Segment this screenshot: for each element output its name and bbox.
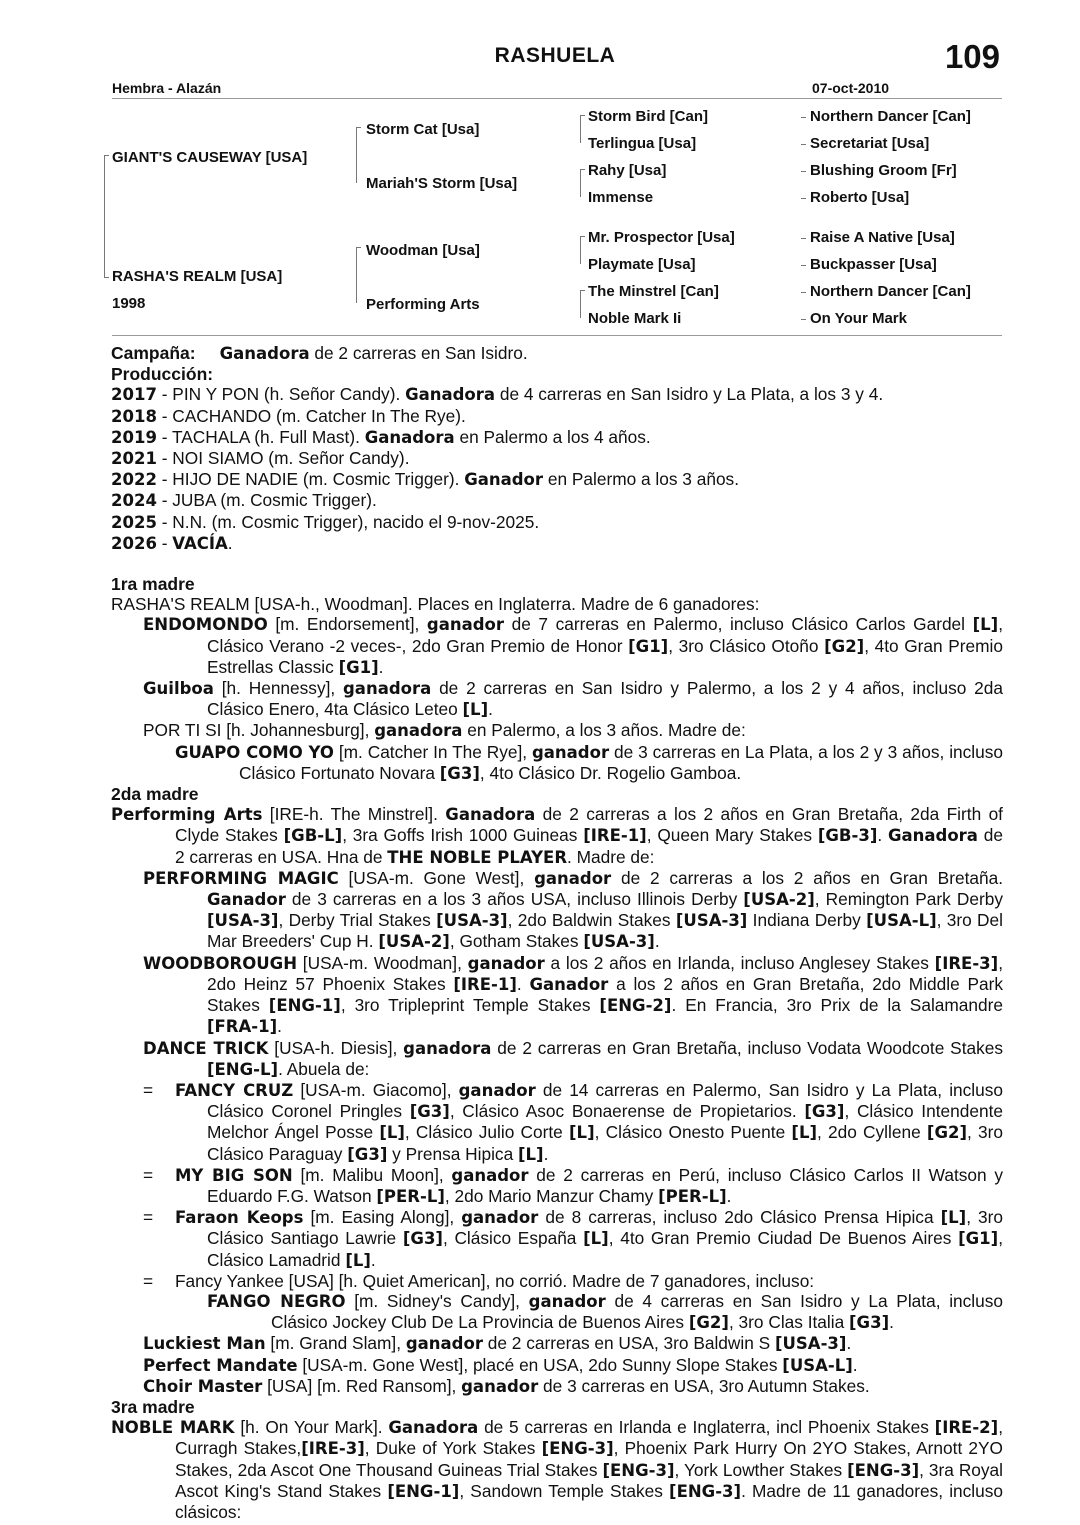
- gen3-7: Noble Mark Ii: [588, 310, 682, 327]
- produccion-label: Producción:: [111, 364, 214, 385]
- gen3-1: Terlingua [Usa]: [588, 135, 697, 152]
- descendant-por-ti-si: POR TI SI [h. Johannesburg], ganadora en Palermo, a los 3 años. Madre de:: [143, 720, 746, 741]
- gen2-0: Storm Cat [Usa]: [366, 121, 480, 138]
- descendant-my-big-son: = MY BIG SON [m. Malibu Moon], ganador de 2 carreras en Perú, incluso Clásico Carlos II Watson y Eduardo F.G. Watson [PER-L], 2do Mario Manzur Chamy [PER-L].: [143, 1164, 1003, 1206]
- gen4-7: On Your Mark: [810, 310, 907, 327]
- birth-date: 07-oct-2010: [812, 80, 890, 96]
- descendant-dance-trick: DANCE TRICK [USA-h. Diesis], ganadora de 2 carreras en Gran Bretaña, incluso Vodata Woodcote Stakes [ENG-L]. Abuela de:: [143, 1037, 1003, 1079]
- bracket: [104, 155, 105, 277]
- page-number: 109: [944, 38, 1000, 75]
- list-item: 2025 - N.N. (m. Cosmic Trigger), nacido el 9-nov-2025.: [111, 511, 540, 532]
- descendant-choir-master: Choir Master [USA] [m. Red Ransom], ganador de 3 carreras en USA, 3ro Autumn Stakes.: [143, 1375, 870, 1396]
- gen4-5: Buckpasser [Usa]: [810, 256, 937, 273]
- page-title: RASHUELA: [494, 44, 616, 67]
- descendant-guilboa: Guilboa [h. Hennessy], ganadora de 2 carreras en San Isidro y Palermo, a los 2 y 4 años, incluso 2da Clásico Enero, 4ta Clásico Leteo [L].: [143, 678, 1003, 720]
- sire: GIANT'S CAUSEWAY [USA]: [112, 149, 308, 166]
- descendant-performing-magic: PERFORMING MAGIC [USA-m. Gone West], ganador de 2 carreras a los 2 años en Gran Bretaña. Ganador de 3 carreras en a los 3 años USA, incluso Illinois Derby [USA-2], Remington Park Derby [USA-3], Derby Trial Stakes [USA-3], 2do Baldwin Stakes [USA-3] Indiana Derby [USA-L], 3ro Del Mar Breeders' Cup H. [USA-2], Gotham Stakes [USA-3].: [143, 867, 1004, 952]
- list-item: 2024 - JUBA (m. Cosmic Trigger).: [111, 490, 377, 511]
- list-item: 2017 - PIN Y PON (h. Señor Candy). Ganadora de 4 carreras en San Isidro y La Plata, a los 3 y 4.: [111, 384, 884, 405]
- sex-coat: Hembra - Alazán: [112, 80, 222, 96]
- gen3-4: Mr. Prospector [Usa]: [588, 229, 735, 246]
- gen2-1: Mariah'S Storm [Usa]: [366, 175, 518, 192]
- produccion-list: [111, 384, 1003, 554]
- descendant-perfect-mandate: Perfect Mandate [USA-m. Gone West], placé en USA, 2do Sunny Slope Stakes [USA-L].: [143, 1354, 858, 1375]
- list-item: 2018 - CACHANDO (m. Catcher In The Rye).: [111, 405, 466, 426]
- descendant-faraon-keops: = Faraon Keops [m. Easing Along], ganador de 8 carreras, incluso 2do Clásico Prensa Hipica [L], 3ro Clásico Santiago Lawrie [G3], Clásico España [L], 4to Gran Premio Ciudad De Buenos Aires [G1], Clásico Lamadrid [L].: [143, 1207, 1003, 1270]
- gen4-3: Roberto [Usa]: [810, 189, 910, 206]
- dam: RASHA'S REALM [USA]: [112, 268, 283, 285]
- gen4-0: Northern Dancer [Can]: [810, 108, 971, 125]
- dam-year: 1998: [112, 295, 146, 312]
- list-item: 2019 - TACHALA (h. Full Mast). Ganadora en Palermo a los 4 años.: [111, 426, 651, 447]
- campana: Campaña: Ganadora de 2 carreras en San Isidro.: [111, 343, 528, 363]
- gen2-2: Woodman [Usa]: [366, 242, 480, 259]
- list-item: 2022 - HIJO DE NADIE (m. Cosmic Trigger). Ganador en Palermo a los 3 años.: [111, 469, 739, 490]
- list-item: 2021 - NOI SIAMO (m. Señor Candy).: [111, 448, 410, 469]
- descendant-luckiest-man: Luckiest Man [m. Grand Slam], ganador de 2 carreras en USA, 3ro Baldwin S [USA-3].: [143, 1333, 852, 1354]
- gen3-0: Storm Bird [Can]: [588, 108, 708, 125]
- gen2-3: Performing Arts: [366, 296, 480, 313]
- gen4-6: Northern Dancer [Can]: [810, 283, 971, 300]
- madre2-heading: 2da madre: [111, 784, 199, 805]
- madre3-heading: 3ra madre: [111, 1396, 195, 1417]
- gen3-2: Rahy [Usa]: [588, 162, 667, 179]
- descendant-guapo-como-yo: GUAPO COMO YO [m. Catcher In The Rye], ganador de 3 carreras en La Plata, a los 2 y 3 años, incluso Clásico Fortunato Novara [G3], 4to Clásico Dr. Rogelio Gamboa.: [175, 741, 1004, 783]
- gen4-1: Secretariat [Usa]: [810, 135, 930, 152]
- descendant-woodborough: WOODBOROUGH [USA-m. Woodman], ganador a los 2 años en Irlanda, incluso Anglesey Stakes [IRE-3], 2do Heinz 57 Phoenix Stakes [IRE-1]. Ganador a los 2 años en Gran Bretaña, 2do Middle Park Stakes [ENG-1], 3ro Tripleprint Temple Stakes [ENG-2]. En Francia, 3ro Prix de la Salamandre [FRA-1].: [143, 952, 1004, 1037]
- gen4-4: Raise A Native [Usa]: [810, 229, 955, 246]
- gen3-5: Playmate [Usa]: [588, 256, 696, 273]
- list-item: 2026 - VACÍA.: [111, 532, 233, 553]
- madre1-heading: 1ra madre: [111, 574, 195, 595]
- descendant-noble-mark: NOBLE MARK [h. On Your Mark]. Ganadora de 5 carreras en Irlanda e Inglaterra, incl Phoenix Stakes [IRE-2], Curragh Stakes,[IRE-3], Duke of York Stakes [ENG-3], Phoenix Park Hurry On 2YO Stakes, Arnott 2YO Stakes, 2da Ascot One Thousand Guineas Trial Stakes [ENG-3], York Lowther Stakes [ENG-3], 3ra Royal Ascot King's Stand Stakes [ENG-1], Sandown Temple Stakes [ENG-3]. Madre de 11 ganadores, incluso clásicos:: [111, 1417, 1004, 1522]
- madre1-intro: RASHA'S REALM [USA-h., Woodman]. Places en Inglaterra. Madre de 6 ganadores:: [111, 594, 760, 615]
- gen3-3: Immense: [588, 189, 654, 206]
- descendant-fancy-cruz: = FANCY CRUZ [USA-m. Giacomo], ganador de 14 carreras en Palermo, San Isidro y La Plata, incluso Clásico Coronel Pringles [G3], Clásico Asoc Bonaerense de Propietarios. [G3], Clásico Intendente Melchor Ángel Posse [L], Clásico Julio Corte [L], Clásico Onesto Puente [L], 2do Cyllene [G2], 3ro Clásico Paraguay [G3] y Prensa Hipica [L].: [143, 1079, 1003, 1164]
- descendant-endomondo: ENDOMONDO [m. Endorsement], ganador de 7 carreras en Palermo, incluso Clásico Carlos Gardel [L], Clásico Verano -2 veces-, 2do Gran Premio de Honor [G1], 3ro Clásico Otoño [G2], 4to Gran Premio Estrellas Classic [G1].: [143, 614, 1003, 677]
- document-body: [111, 343, 1003, 1522]
- gen4-2: Blushing Groom [Fr]: [810, 162, 957, 179]
- descendant-fango-negro: FANGO NEGRO [m. Sidney's Candy], ganador de 4 carreras en San Isidro y La Plata, incluso Clásico Jockey Club De La Provincia de Buenos Aires [G2], 3ro Clas Italia [G3].: [207, 1290, 1003, 1333]
- descendant-fancy-yankee: = Fancy Yankee [USA] [h. Quiet American], no corrió. Madre de 7 ganadores, incluso:: [143, 1270, 815, 1291]
- gen3-6: The Minstrel [Can]: [588, 283, 719, 300]
- descendant-performing-arts: Performing Arts [IRE-h. The Minstrel]. Ganadora de 2 carreras a los 2 años en Gran Bretaña, 2da Firth of Clyde Stakes [GB-L], 3ra Goffs Irish 1000 Guineas [IRE-1], Queen Mary Stakes [GB-3]. Ganadora de 2 carreras en USA. Hna de THE NOBLE PLAYER. Madre de:: [111, 804, 1003, 867]
- pedigree-table: [112, 98, 1002, 336]
